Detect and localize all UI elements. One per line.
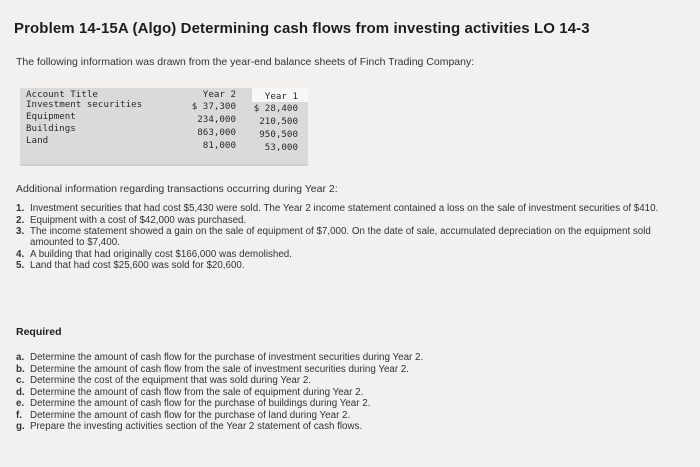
header-account-title: Account Title [26, 89, 98, 100]
row-label-buildings: Buildings [26, 123, 76, 134]
required-list [16, 352, 676, 433]
page-title: Problem 14-15A (Algo) Determining cash flows from investing activities LO 14-3 [14, 20, 590, 37]
item-letter: c. [16, 375, 25, 386]
header-year1: Year 1 [264, 91, 298, 102]
list-item [16, 215, 686, 226]
row-investment-year2: $ 37,300 [191, 101, 236, 112]
item-letter: d. [16, 386, 25, 398]
list-item [16, 421, 676, 433]
balance-sheet-table [20, 88, 308, 166]
row-equipment-year1: 210,500 [259, 116, 298, 127]
row-equipment-year2: 234,000 [197, 114, 236, 125]
additional-info-heading: Additional information regarding transactions occurring during Year 2: [16, 183, 338, 195]
row-label-land: Land [26, 135, 49, 146]
row-label-equipment: Equipment [26, 111, 76, 122]
item-text: Investment securities that had cost $5,430 were sold. The Year 2 income statement contained a loss on the sale of investment securities of $410. [30, 203, 659, 214]
item-text: A building that had originally cost $166,000 was demolished. [30, 248, 292, 260]
item-number: 3. [16, 226, 25, 237]
item-letter: f. [16, 409, 22, 421]
item-number: 1. [16, 203, 25, 214]
item-number: 5. [16, 260, 25, 271]
list-item [16, 260, 686, 271]
required-heading: Required [16, 326, 62, 338]
item-letter: b. [16, 363, 25, 375]
row-label-investment: Investment securities [26, 99, 143, 110]
row-investment-year1: $ 28,400 [253, 103, 298, 114]
item-number: 4. [16, 248, 25, 260]
item-text: Equipment with a cost of $42,000 was purchased. [30, 214, 247, 226]
list-item [16, 375, 676, 387]
additional-info-list [16, 203, 686, 272]
item-letter: g. [16, 421, 25, 432]
list-item [16, 410, 676, 422]
list-item [16, 398, 676, 410]
item-text: The income statement showed a gain on the sale of equipment of $7,000. On the date of sale, accumulated depreciation on the equipment sold amounted to $7,400. [30, 226, 651, 248]
list-item [16, 387, 676, 399]
list-item [16, 352, 676, 364]
item-text: Prepare the investing activities section of the Year 2 statement of cash flows. [30, 421, 363, 432]
item-text: Land that had cost $25,600 was sold for $20,600. [30, 260, 245, 271]
item-text: Determine the amount of cash flow for the purchase of land during Year 2. [30, 409, 351, 421]
item-letter: a. [16, 352, 25, 363]
item-number: 2. [16, 214, 25, 226]
list-item [16, 203, 686, 214]
item-text: Determine the amount of cash flow from the sale of investment securities during Year 2. [30, 363, 410, 375]
header-year2: Year 2 [202, 89, 236, 100]
row-land-year2: 81,000 [202, 140, 236, 151]
intro-text: The following information was drawn from the year-end balance sheets of Finch Trading Company: [16, 56, 475, 68]
list-item [16, 226, 686, 248]
row-buildings-year1: 950,500 [259, 129, 298, 140]
list-item [16, 364, 676, 376]
row-buildings-year2: 863,000 [197, 127, 236, 138]
item-letter: e. [16, 398, 25, 409]
item-text: Determine the amount of cash flow for the purchase of buildings during Year 2. [30, 398, 371, 409]
row-land-year1: 53,000 [264, 142, 298, 153]
item-text: Determine the amount of cash flow from the sale of equipment during Year 2. [30, 386, 364, 398]
list-item [16, 249, 686, 260]
item-text: Determine the amount of cash flow for the purchase of investment securities during Year 2. [30, 352, 424, 363]
item-text: Determine the cost of the equipment that was sold during Year 2. [30, 375, 312, 386]
